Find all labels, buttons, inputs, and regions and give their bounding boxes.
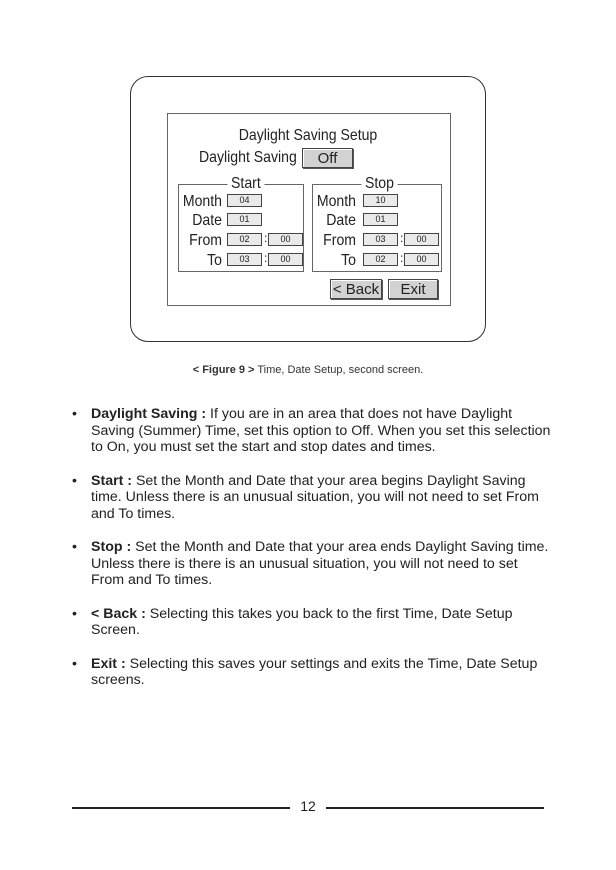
bullet-term: Stop : — [91, 539, 132, 555]
bullet-dot: • — [72, 472, 77, 489]
start-to-colon: : — [264, 251, 268, 265]
stop-from-hour-field[interactable]: 03 — [363, 233, 398, 246]
bullet-text: Set the Month and Date that your area begins Daylight Saving time. Unless there is an unusual situation, you will not need to set From and To times. — [91, 472, 539, 522]
list-item — [72, 656, 552, 689]
stop-month-label: Month — [316, 193, 356, 210]
bullet-text: Selecting this takes you back to the first Time, Date Setup Screen. — [91, 605, 513, 638]
bullet-term: Daylight Saving : — [91, 406, 207, 422]
start-to-min-field[interactable]: 00 — [268, 253, 303, 266]
start-date-field[interactable]: 01 — [227, 213, 262, 226]
start-month-field[interactable]: 04 — [227, 194, 262, 207]
daylight-saving-label: Daylight Saving — [199, 149, 297, 166]
start-month-label: Month — [182, 193, 222, 210]
stop-legend: Stop — [361, 175, 397, 193]
start-from-min-field[interactable]: 00 — [268, 233, 303, 246]
daylight-saving-toggle[interactable]: Off — [302, 148, 353, 168]
stop-to-label: To — [341, 252, 356, 269]
stop-date-field[interactable]: 01 — [363, 213, 398, 226]
stop-to-colon: : — [400, 251, 404, 265]
start-from-label: From — [189, 232, 222, 249]
caption-text: Time, Date Setup, second screen. — [254, 364, 424, 376]
back-button[interactable]: < Back — [330, 279, 382, 299]
bullet-term: Start : — [91, 472, 132, 489]
start-from-colon: : — [264, 231, 268, 245]
screen-title: Daylight Saving Setup — [238, 127, 378, 144]
footer-rule-right — [326, 807, 544, 809]
bullet-dot: • — [72, 605, 77, 622]
start-legend: Start — [228, 175, 265, 193]
stop-from-label: From — [323, 232, 356, 249]
list-item — [72, 473, 552, 523]
list-item — [72, 406, 552, 456]
stop-month-field[interactable]: 10 — [363, 194, 398, 207]
bullet-term: < Back : — [91, 605, 146, 622]
start-date-label: Date — [192, 212, 222, 229]
stop-to-min-field[interactable]: 00 — [404, 253, 439, 266]
figure-caption — [0, 364, 616, 376]
list-item — [72, 539, 552, 589]
start-to-label: To — [207, 252, 222, 269]
bullet-text: Set the Month and Date that your area ends Daylight Saving time. Unless there is there is an unusual situation, you will not need to set From and To times. — [91, 539, 549, 588]
bullet-dot: • — [72, 406, 77, 422]
stop-date-label: Date — [326, 212, 356, 229]
start-from-hour-field[interactable]: 02 — [227, 233, 262, 246]
bullet-dot: • — [72, 655, 77, 672]
bullet-term: Exit : — [91, 655, 126, 672]
page-number: 12 — [300, 798, 316, 814]
bullet-dot: • — [72, 539, 77, 555]
bullet-text: Selecting this saves your settings and exits the Time, Date Setup screens. — [91, 655, 538, 688]
start-to-hour-field[interactable]: 03 — [227, 253, 262, 266]
list-item — [72, 606, 552, 639]
bullet-list — [72, 406, 552, 706]
bullet-text: If you are in an area that does not have Daylight Saving (Summer) Time, set this option to Off. When you set this selection to On, you must set the start and stop dates and times. — [91, 406, 551, 455]
stop-from-colon: : — [400, 231, 404, 245]
figure-number: < Figure 9 > — [192, 364, 255, 376]
stop-to-hour-field[interactable]: 02 — [363, 253, 398, 266]
stop-from-min-field[interactable]: 00 — [404, 233, 439, 246]
exit-button[interactable]: Exit — [388, 279, 438, 299]
